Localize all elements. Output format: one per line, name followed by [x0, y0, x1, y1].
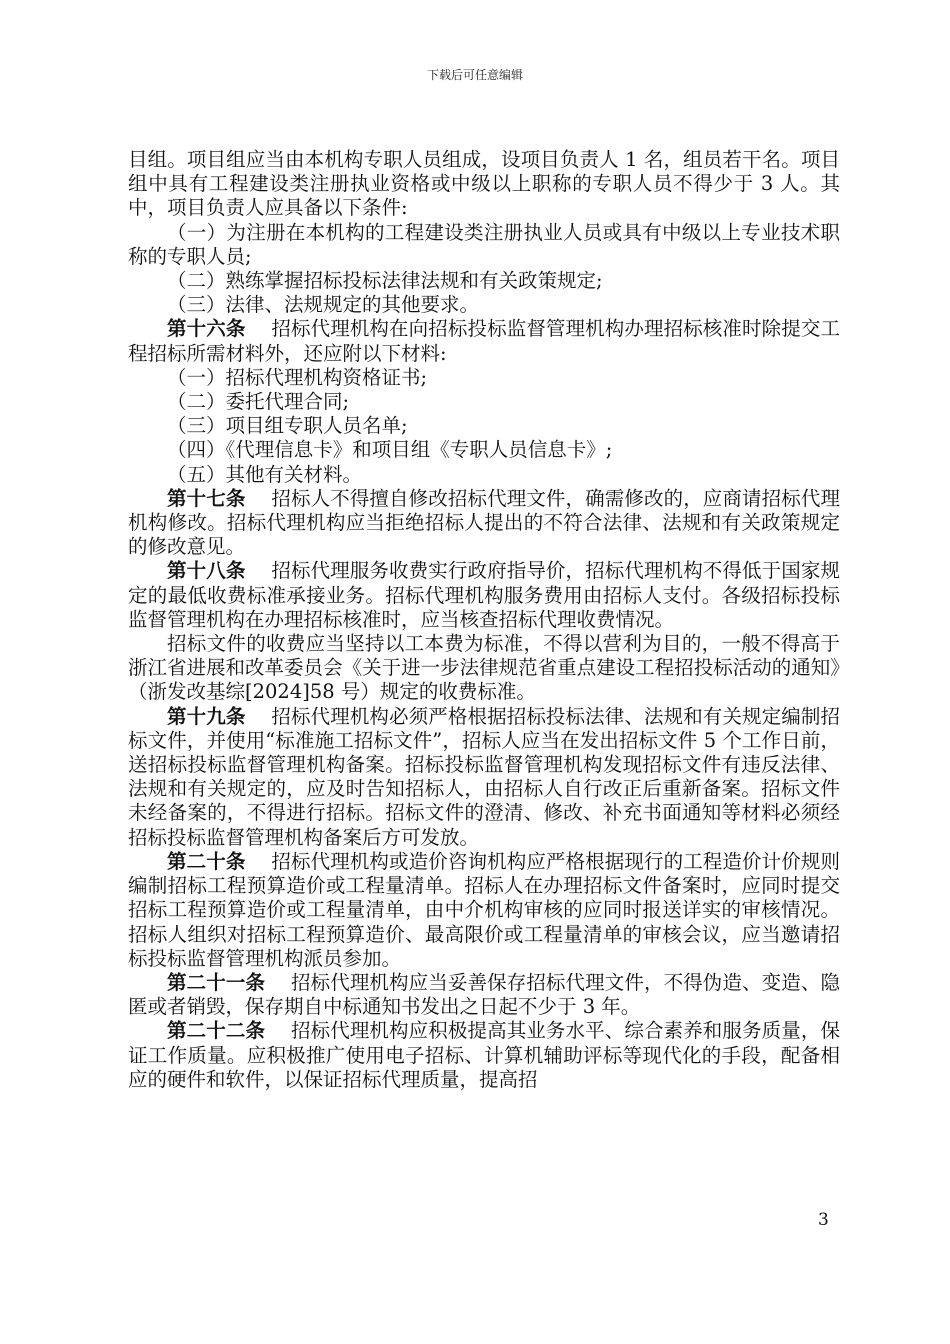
- paragraph: [128, 438, 840, 462]
- paragraph-text: 目组。项目组应当由本机构专职人员组成，设项目负责人 1 名，组员若干名。项目组中具有工程建设类注册执业资格或中级以上职称的专职人员不得少于 3 人。其中，项目负责人应具备以下条件:: [128, 148, 840, 220]
- article-heading: 第十六条: [167, 317, 246, 341]
- paragraph-text: 招标代理机构应积极提高其业务水平、综合素养和服务质量，保证工作质量。应积极推广使用电子招标、计算机辅助评标等现代化的手段，配备相应的硬件和软件，以保证招标代理质量，提高招: [128, 1019, 840, 1091]
- article-heading: 第十八条: [167, 559, 246, 583]
- page-number: 3: [818, 1210, 829, 1230]
- article-heading: 第二十条: [167, 849, 246, 873]
- paragraph-text: （三）项目组专职人员名单;: [167, 414, 408, 438]
- paragraph-text: 招标人不得擅自修改招标代理文件，确需修改的，应商请招标代理机构修改。招标代理机构应当拒绝招标人提出的不符合法律、法规和有关政策规定的修改意见。: [128, 486, 840, 559]
- paragraph-text: （四）《代理信息卡》和项目组《专职人员信息卡》;: [167, 438, 613, 462]
- paragraph-text: 招标代理机构应当妥善保存招标代理文件，不得伪造、变造、隐匿或者销毁，保存期自中标通知书发出之日起不少于 3 年。: [128, 970, 840, 1019]
- page-header: 下载后可任意编辑: [426, 68, 523, 82]
- paragraph-text: （五）其他有关材料。: [167, 462, 363, 486]
- paragraph: [128, 971, 840, 1019]
- article-heading: 第十七条: [167, 486, 246, 510]
- paragraph-text: （二）熟练掌握招标投标法律法规和有关政策规定;: [167, 269, 603, 293]
- paragraph: [128, 269, 840, 293]
- paragraph-text: 招标代理机构必须严格根据招标投标法律、法规和有关规定编制招标文件，并使用“标准施工招标文件”，招标人应当在发出招标文件 5 个工作日前，送招标投标监督管理机构备案。招标投标监督管理机构发现招标文件有违反法律、法规和有关规定的，应及时告知招标人，由招标人自行改正后重新备案。招标文件未经备案的，不得进行招标。招标文件的澄清、修改、补充书面通知等材料必须经招标投标监督管理机构备案后方可发放。: [128, 704, 840, 849]
- paragraph: [128, 1019, 840, 1092]
- paragraph-text: 招标代理机构在向招标投标监督管理机构办理招标核准时除提交工程招标所需材料外，还应附以下材料:: [128, 317, 840, 365]
- paragraph-text: 招标文件的收费应当坚持以工本费为标准，不得以营利为目的，一般不得高于浙江省进展和改革委员会《关于进一步法律规范省重点建设工程招投标活动的通知》（浙发改基综[2024]58 号）规定的收费标准。: [128, 632, 840, 704]
- article-heading: 第十九条: [167, 704, 246, 728]
- paragraph-text: 招标代理服务收费实行政府指导价，招标代理机构不得低于国家规定的最低收费标准承接业务。招标代理机构服务费用由招标人支付。各级招标投标监督管理机构在办理招标核准时，应当核查招标代理收费情况。: [128, 559, 840, 631]
- paragraph: [128, 705, 840, 850]
- paragraph: [128, 559, 840, 632]
- paragraph: [128, 390, 840, 414]
- paragraph: [128, 366, 840, 390]
- paragraph: [128, 221, 840, 269]
- paragraph: [128, 632, 840, 705]
- paragraph: [128, 293, 840, 317]
- paragraph-text: 招标代理机构或造价咨询机构应严格根据现行的工程造价计价规则编制招标工程预算造价或工程量清单。招标人在办理招标文件备案时，应同时提交招标工程预算造价或工程量清单，由中介机构审核的应同时报送详实的审核情况。招标人组织对招标工程预算造价、最高限价或工程量清单的审核会议，应当邀请招标投标监督管理机构派员参加。: [128, 849, 840, 970]
- paragraph-text: （三）法律、法规规定的其他要求。: [167, 293, 480, 317]
- paragraph: [128, 148, 840, 221]
- paragraph: [128, 487, 840, 560]
- paragraph: [128, 850, 840, 971]
- paragraph-text: （二）委托代理合同;: [167, 390, 350, 414]
- paragraph: [128, 414, 840, 438]
- paragraph-text: （一）招标代理机构资格证书;: [167, 365, 428, 389]
- paragraph: [128, 317, 840, 365]
- article-heading: 第二十一条: [167, 970, 266, 994]
- document-body: [128, 148, 840, 1092]
- article-heading: 第二十二条: [167, 1019, 266, 1043]
- paragraph-text: （一）为注册在本机构的工程建设类注册执业人员或具有中级以上专业技术职称的专职人员;: [128, 220, 840, 268]
- paragraph: [128, 463, 840, 487]
